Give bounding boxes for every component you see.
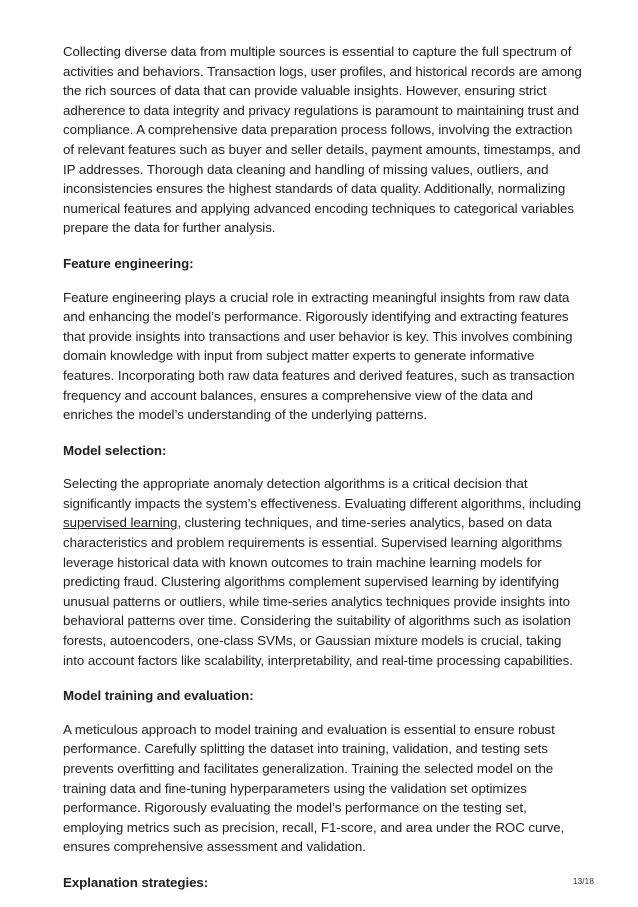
model-training-heading: Model training and evaluation:: [63, 688, 254, 704]
page-number: 13/18: [572, 876, 594, 886]
model-selection-text-after-link: , clustering techniques, and time-series analytics, based on data characteristics and problem requirements is essential. Supervised learning algorithms leverage historical data with known outcomes to train machine learning models for predicting fraud. Clustering algorithms complement supervised learning by identifying unusual patterns or outliers, while time-series analytics techniques provide insights into behavioral patterns over time. Considering the suitability of algorithms such as isolation forests, autoencoders, one-class SVMs, or Gaussian mixture models is crucial, taking into account factors like scalability, interpretability, and real-time processing capabilities.: [63, 515, 573, 668]
model-selection-paragraph: [63, 474, 583, 670]
feature-engineering-heading: Feature engineering:: [63, 255, 194, 271]
supervised-learning-link[interactable]: supervised learning: [63, 515, 178, 531]
model-training-paragraph: A meticulous approach to model training and evaluation is essential to ensure robust performance. Carefully splitting the dataset into training, validation, and testing sets prevents overfitting and facilitates generalization. Training the selected model on the training data and fine-tuning hyperparameters using the validation set optimizes performance. Rigorously evaluating the model’s performance on the testing set, employing metrics such as precision, recall, F1-score, and area under the ROC curve, ensures comprehensive assessment and validation.: [63, 721, 565, 855]
model-selection-heading: Model selection:: [63, 442, 167, 458]
document-page: [63, 42, 583, 907]
explanation-strategies-heading: Explanation strategies:: [63, 874, 209, 890]
intro-paragraph: Collecting diverse data from multiple sources is essential to capture the full spectrum of activities and behaviors. Transaction logs, user profiles, and historical records are among the rich sources of data that can provide valuable insights. However, ensuring strict adherence to data integrity and privacy regulations is paramount to maintaining trust and compliance. A comprehensive data preparation process follows, involving the extraction of relevant features such as buyer and seller details, payment amounts, timestamps, and IP addresses. Thorough data cleaning and handling of missing values, outliers, and inconsistencies ensures the highest standards of data quality. Additionally, normalizing numerical features and applying advanced encoding techniques to categorical variables prepare the data for further analysis.: [63, 44, 582, 236]
feature-engineering-paragraph: Feature engineering plays a crucial role in extracting meaningful insights from raw data and enhancing the model’s performance. Rigorously identifying and extracting features that provide insights into transactions and user behavior is key. This involves combining domain knowledge with input from subject matter experts to generate informative features. Incorporating both raw data features and derived features, such as transaction frequency and account balances, ensures a comprehensive view of the data and enriches the model’s understanding of the underlying patterns.: [63, 289, 575, 423]
model-selection-text-before-link: Selecting the appropriate anomaly detection algorithms is a critical decision that significantly impacts the system’s effectiveness. Evaluating different algorithms, including: [63, 476, 581, 511]
